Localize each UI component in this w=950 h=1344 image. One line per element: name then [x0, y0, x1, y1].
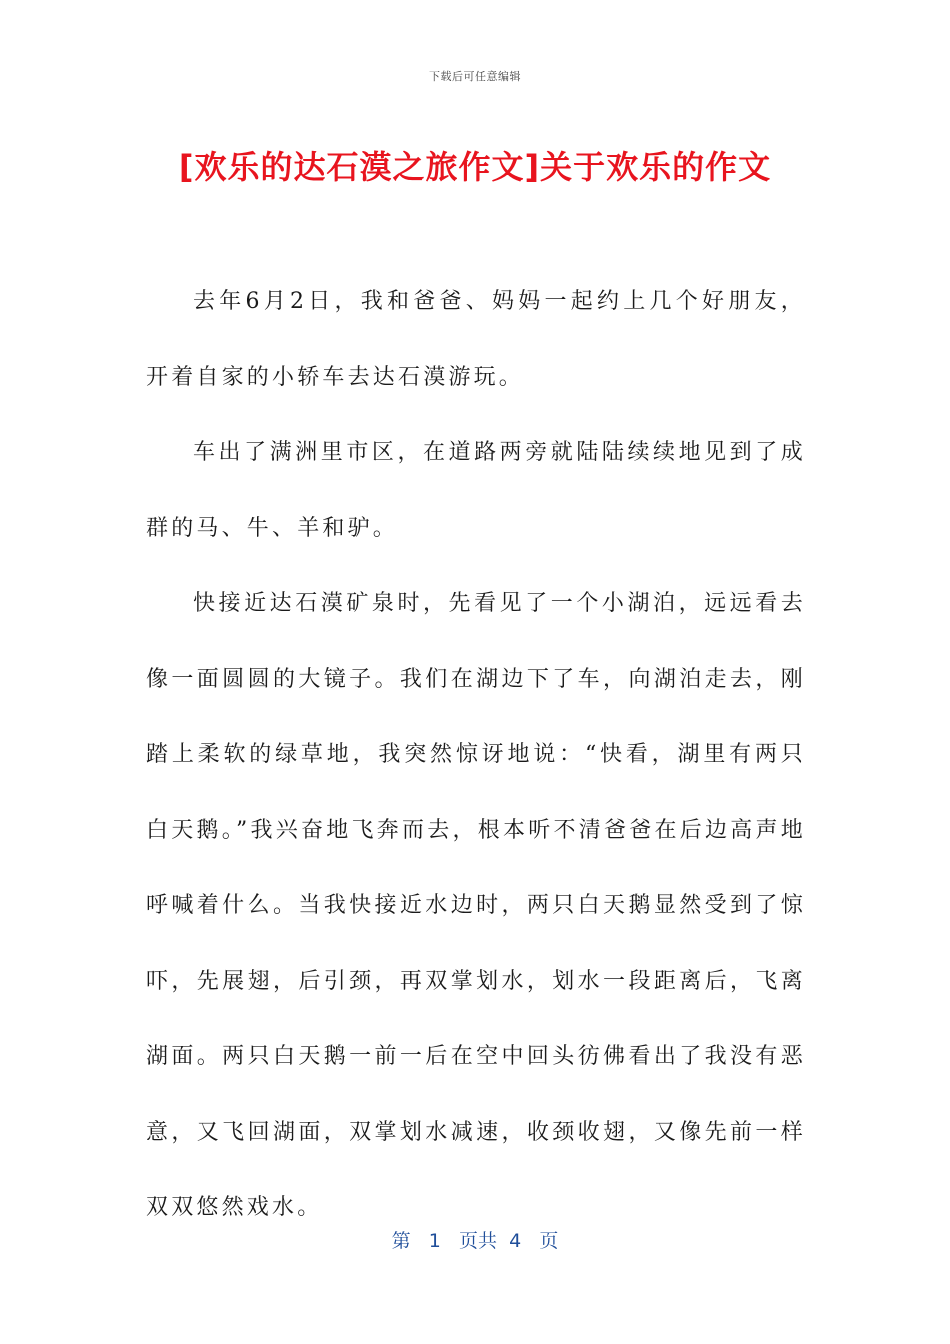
total-pages-number: 4: [509, 1230, 522, 1252]
header-note: 下载后可任意编辑: [429, 70, 521, 83]
paragraph: 车出了满洲里市区，在道路两旁就陆陆续续地见到了成群的马、牛、羊和驴。: [146, 440, 806, 541]
paragraph: 去年6月2日，我和爸爸、妈妈一起约上几个好朋友，开着自家的小轿车去达石漠游玩。: [146, 289, 806, 390]
page-label-prefix: 第: [391, 1230, 411, 1252]
document-body: [146, 264, 806, 1246]
page-label-suffix: 页: [539, 1230, 559, 1252]
current-page-number: 1: [428, 1230, 441, 1252]
paragraph: 快接近达石漠矿泉时，先看见了一个小湖泊，远远看去像一面圆圆的大镜子。我们在湖边下了车，向湖泊走去，刚踏上柔软的绿草地，我突然惊讶地说：“快看，湖里有两只白天鹅。”我兴奋地飞奔而去，根本听不清爸爸在后边高声地呼喊着什么。当我快接近水边时，两只白天鹅显然受到了惊吓，先展翅，后引颈，再双掌划水，划水一段距离后，飞离湖面。两只白天鹅一前一后在空中回头彷佛看出了我没有恶意，又飞回湖面，双掌划水减速，收颈收翅，又像先前一样双双悠然戏水。: [146, 591, 806, 1220]
document-title: [欢乐的达石漠之旅作文]关于欢乐的作文: [178, 148, 772, 186]
page-footer: [0, 1226, 950, 1253]
page-label-mid: 页共: [459, 1230, 498, 1252]
